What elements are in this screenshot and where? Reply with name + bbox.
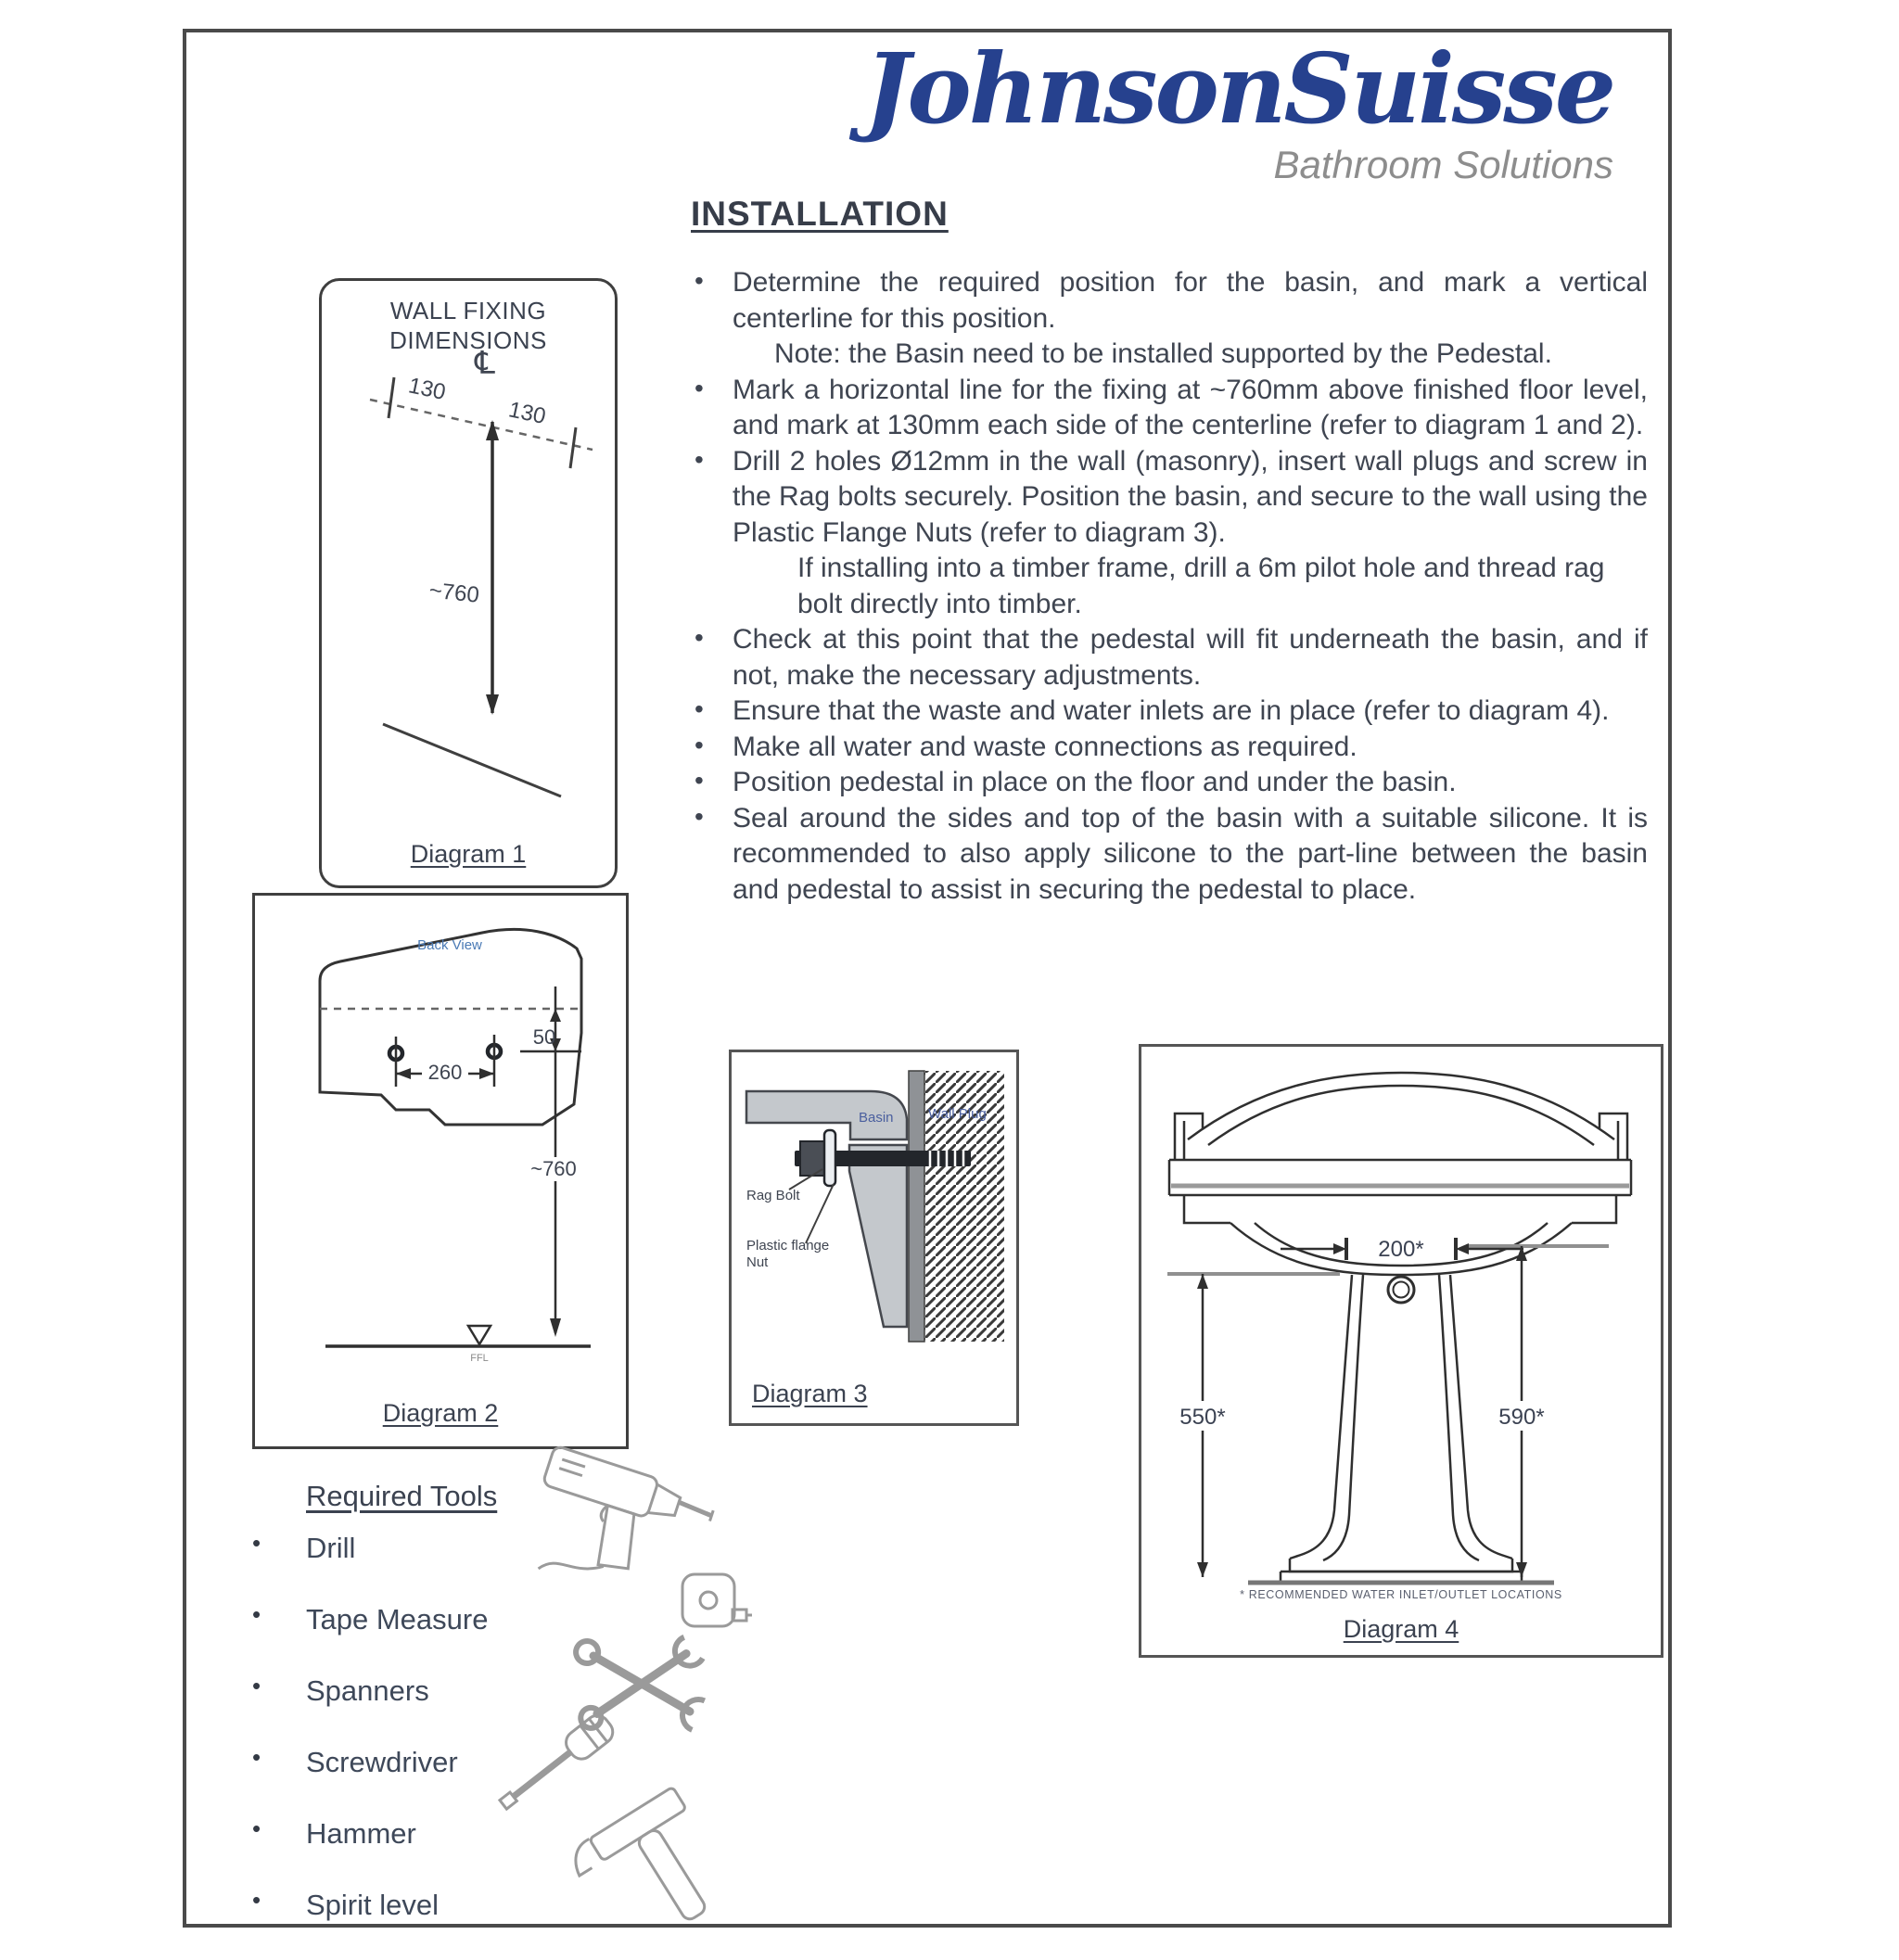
note-text: Note: the Basin need to be installed supported by the Pedestal. [774,338,1552,369]
dim-200: 200* [1378,1237,1424,1262]
rag-bolt-label: Rag Bolt [746,1188,800,1203]
dim-130-left: 130 [406,373,448,406]
basin-label: Basin [859,1110,894,1126]
basin-pedestal-front-drawing [1141,1047,1661,1655]
diagram-2 [252,893,629,1449]
hammer-icon [566,1773,751,1930]
dim-760: ~760 [530,1157,577,1180]
dim-130-right: 130 [506,397,548,430]
diagram-1-caption: Diagram 1 [410,840,527,868]
list-item: • Tape Measure [243,1603,632,1636]
page-title: INSTALLATION [691,195,949,233]
flange-nut-label: Plastic flange Nut [746,1238,830,1270]
dim-50: 50 [532,1025,556,1049]
back-view-label: Back View [417,937,482,953]
list-item: • Drill [243,1532,632,1565]
list-item: • Drill 2 holes Ø12mm in the wall (masonry), insert wall plugs and screw in the Rag bolts securely. Position the basin, and secure to the wall using the Plastic Flange Nuts (refer to diagram 3). If installing into a timber frame, drill a 6m pilot hole and thread rag bolt directly into timber. [689,444,1648,623]
diagram-4-footnote: * RECOMMENDED WATER INLET/OUTLET LOCATIONS [1240,1588,1562,1601]
list-item: • Make all water and waste connections as required. [689,730,1648,766]
centerline-symbol: ℄ [475,346,495,381]
installation-steps [689,265,1648,908]
note-text: If installing into a timber frame, drill a 6m pilot hole and thread rag bolt directly into timber. [797,553,1605,619]
wall-plug-label: Wall Plug [928,1106,987,1122]
dim-260: 260 [427,1061,463,1084]
list-item: • Determine the required position for the basin, and mark a vertical centerline for this position. Note: the Basin need to be installed supported by the Pedestal. [689,265,1648,373]
list-item: • Check at this point that the pedestal will fit underneath the basin, and if not, make the necessary adjustments. [689,622,1648,694]
list-item: • Spanners [243,1674,632,1708]
dim-760: ~760 [427,578,481,608]
basin-back-view-drawing [255,896,626,1446]
required-tools-heading: Required Tools [306,1480,498,1512]
list-item: • Position pedestal in place on the floor and under the basin. [689,765,1648,801]
diagram-4 [1139,1044,1663,1658]
list-item: • Hammer [243,1817,632,1851]
diagram-4-caption: Diagram 4 [1343,1615,1459,1643]
list-item: • Ensure that the waste and water inlets are in place (refer to diagram 4). [689,694,1648,730]
wall-fixing-drawing [322,281,615,885]
dim-590: 590* [1498,1405,1545,1430]
diagram-3 [729,1050,1019,1426]
dim-550: 550* [1179,1405,1226,1430]
list-item: • Spirit level [243,1889,632,1922]
diagram-2-caption: Diagram 2 [382,1399,499,1427]
brand-block [723,32,1613,187]
list-item: • Mark a horizontal line for the fixing at ~760mm above finished floor level, and mark at 130mm each side of the centerline (refer to diagram 1 and 2). [689,373,1648,444]
list-item: • Screwdriver [243,1746,632,1779]
diagram-1 [319,278,618,888]
diagram-3-caption: Diagram 3 [752,1380,868,1407]
brand-logo: JohnsonSuisse [864,32,1613,146]
list-item: • Seal around the sides and top of the basin with a suitable silicone. It is recommended to also apply silicone to the part-line between the basin and pedestal to assist in securing the pedestal to place. [689,801,1648,909]
diagram-1-title: WALL FIXING DIMENSIONS [389,297,547,354]
floor-level-label: FFL [470,1353,489,1364]
brand-tagline: Bathroom Solutions [1273,143,1613,186]
